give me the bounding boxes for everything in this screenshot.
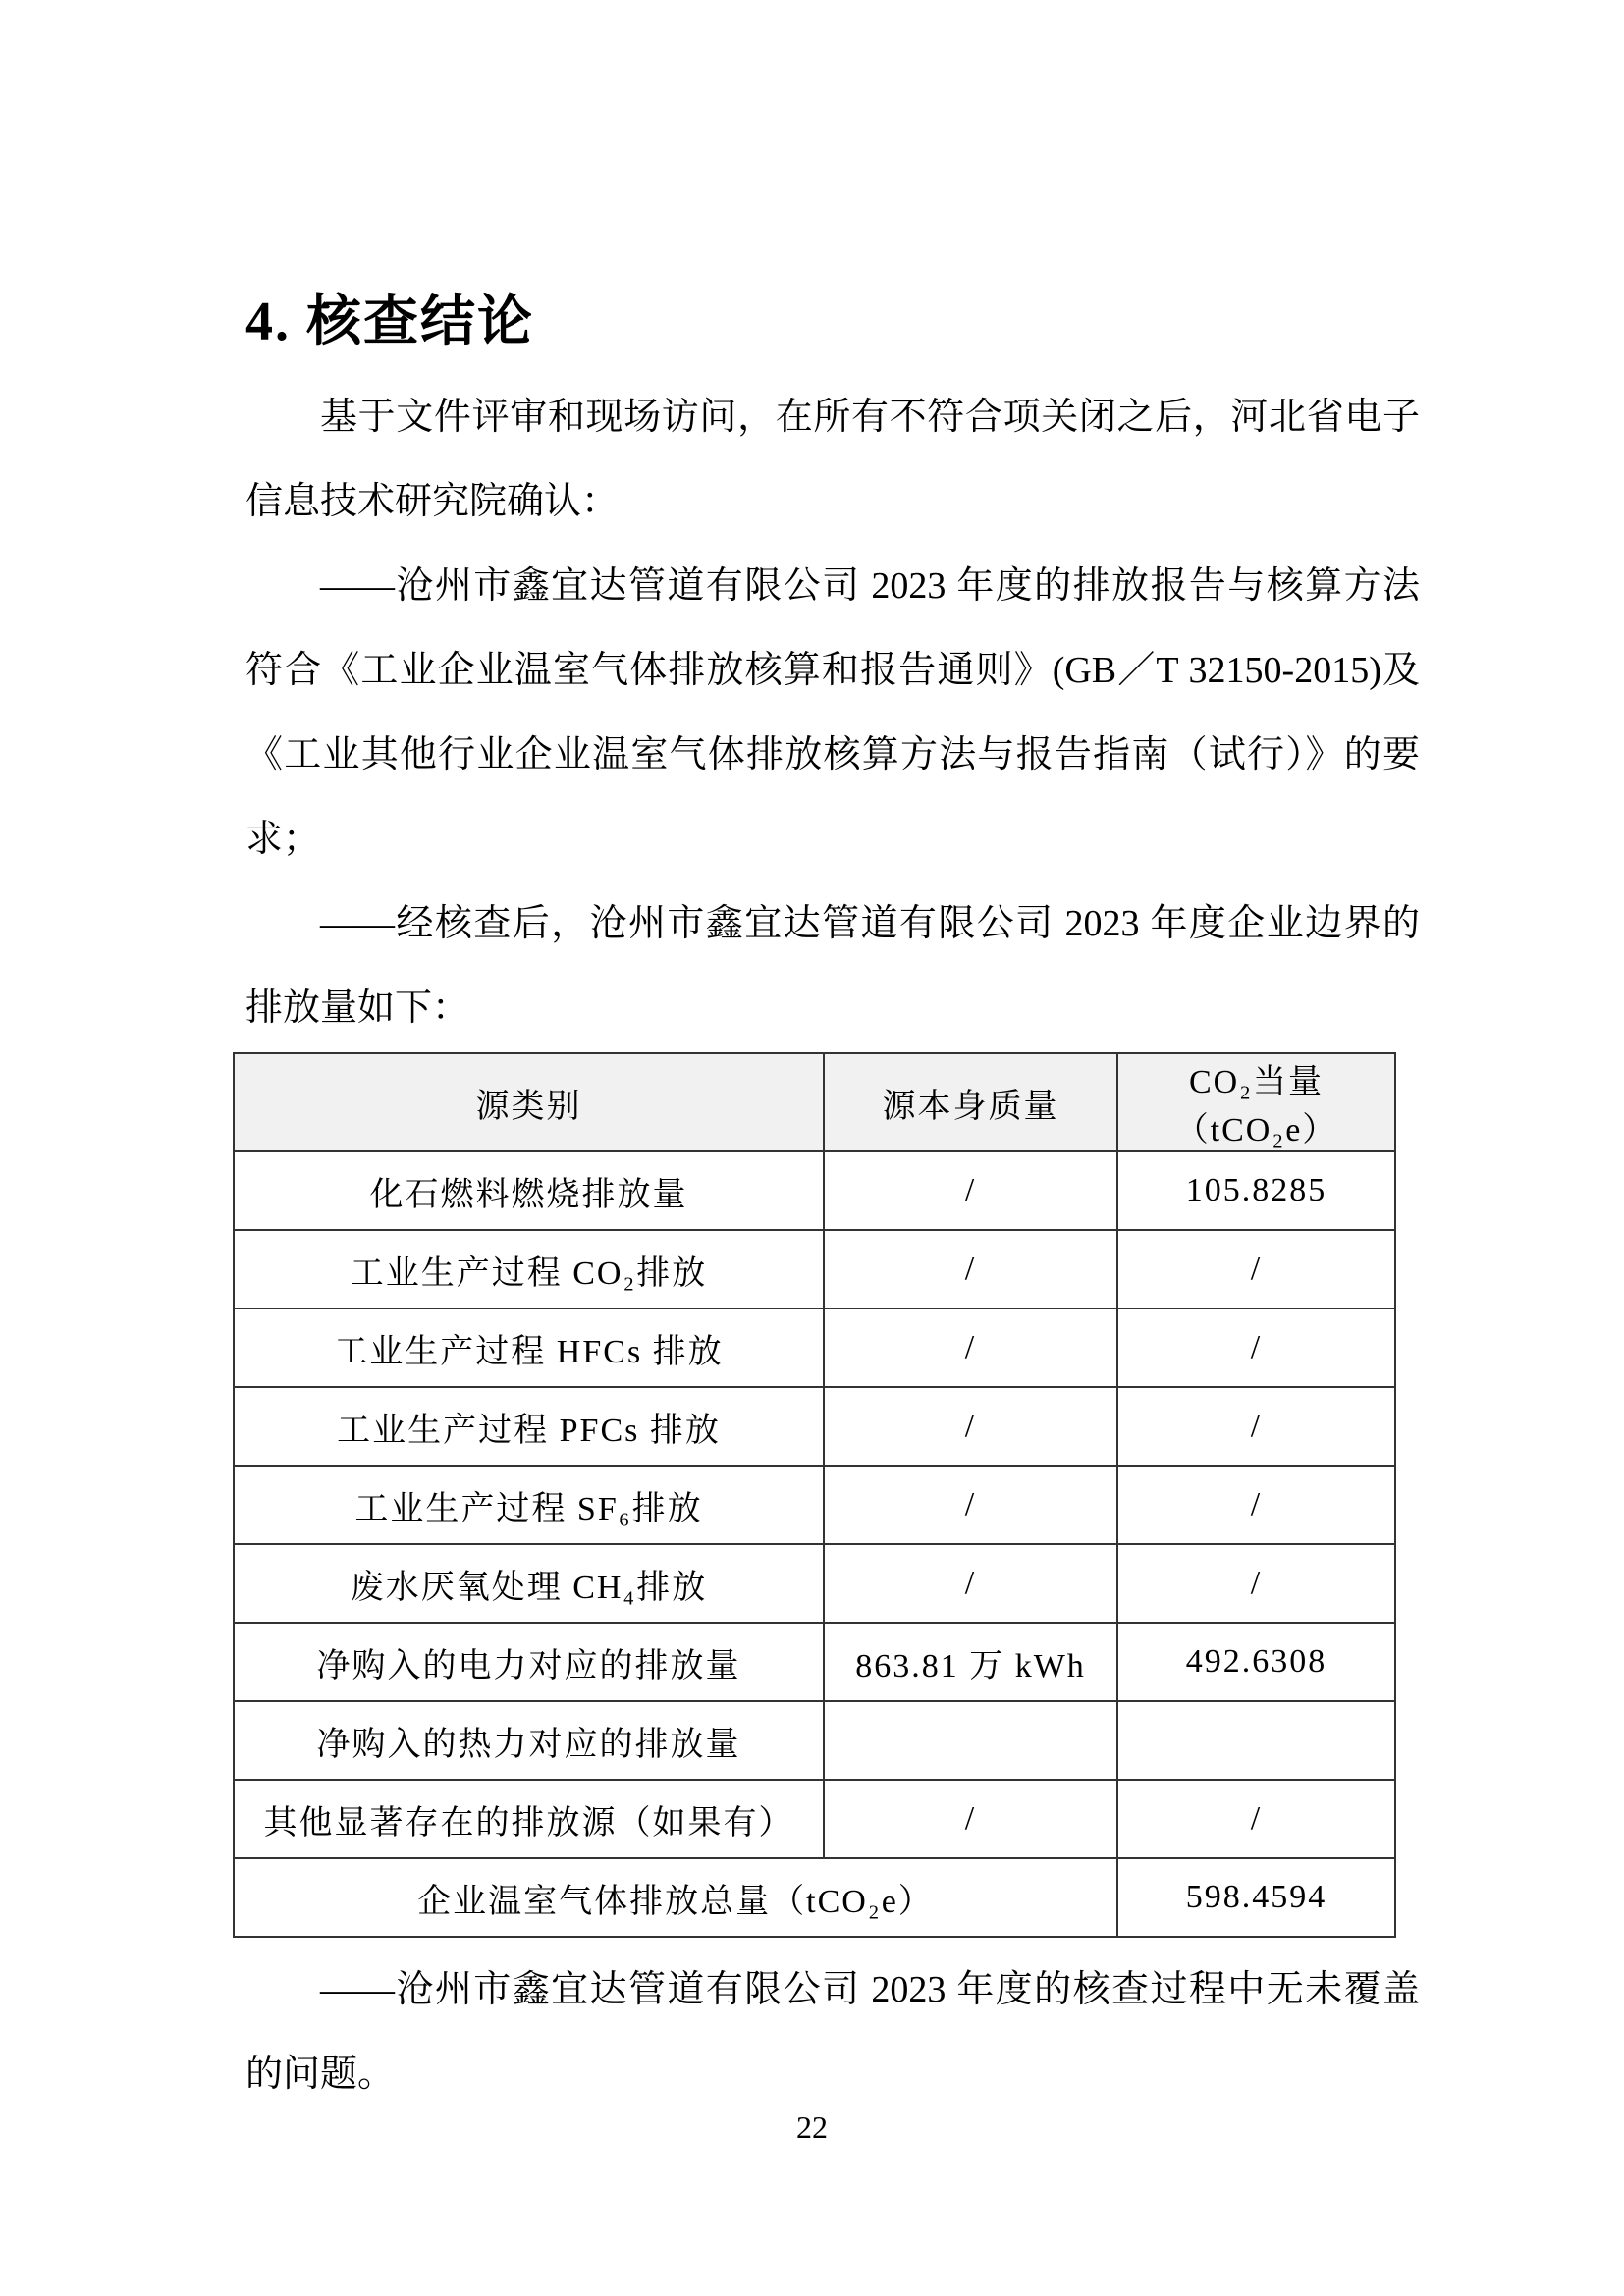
cell-mass (824, 1701, 1117, 1780)
cell-co2e: / (1117, 1230, 1395, 1308)
cell-co2e: / (1117, 1780, 1395, 1858)
cell-mass: / (824, 1544, 1117, 1623)
table-row (234, 1230, 1395, 1308)
cell-co2e: 105.8285 (1117, 1151, 1395, 1230)
table-row (234, 1466, 1395, 1544)
cell-co2e (1117, 1701, 1395, 1780)
section-heading: 4. 核查结论 (245, 292, 534, 352)
cell-co2e: / (1117, 1308, 1395, 1387)
cell-mass: / (824, 1780, 1117, 1858)
cell-source: 净购入的热力对应的排放量 (234, 1701, 824, 1780)
cell-source: 工业生产过程 SF₆排放 (234, 1466, 824, 1544)
cell-source: 工业生产过程 PFCs 排放 (234, 1387, 824, 1466)
cell-mass: / (824, 1151, 1117, 1230)
page-number: 22 (796, 2109, 828, 2145)
cell-total-value: 598.4594 (1117, 1858, 1395, 1937)
cell-mass: / (824, 1387, 1117, 1466)
column-header-co2-equivalent: CO₂当量（tCO₂e） (1117, 1053, 1395, 1151)
table-row (234, 1623, 1395, 1701)
cell-co2e: 492.6308 (1117, 1623, 1395, 1701)
paragraph-confirmation-intro: 基于文件评审和现场访问，在所有不符合项关闭之后，河北省电子信息技术研究院确认： (245, 397, 1420, 522)
emissions-table (233, 1052, 1396, 1938)
table-header-row (234, 1053, 1395, 1151)
table-row (234, 1387, 1395, 1466)
cell-source: 净购入的电力对应的排放量 (234, 1623, 824, 1701)
table-row (234, 1308, 1395, 1387)
cell-source: 废水厌氧处理 CH₄排放 (234, 1544, 824, 1623)
document-content (245, 291, 1420, 2116)
cell-source: 工业生产过程 CO₂排放 (234, 1230, 824, 1308)
paragraph-no-uncovered-issues: ——沧州市鑫宜达管道有限公司 2023 年度的核查过程中无未覆盖的问题。 (245, 1969, 1420, 2095)
table-row (234, 1701, 1395, 1780)
cell-mass: / (824, 1466, 1117, 1544)
cell-co2e: / (1117, 1387, 1395, 1466)
table-total-row (234, 1858, 1395, 1937)
cell-mass: 863.81 万 kWh (824, 1623, 1117, 1701)
column-header-source-category: 源类别 (234, 1053, 824, 1151)
cell-source: 化石燃料燃烧排放量 (234, 1151, 824, 1230)
cell-co2e: / (1117, 1466, 1395, 1544)
table-row (234, 1780, 1395, 1858)
cell-mass: / (824, 1308, 1117, 1387)
table-row (234, 1151, 1395, 1230)
cell-total-label: 企业温室气体排放总量（tCO₂e） (234, 1858, 1117, 1937)
paragraph-standards-compliance: ——沧州市鑫宜达管道有限公司 2023 年度的排放报告与核算方法符合《工业企业温室气体排放核算和报告通则》(GB／T 32150-2015)及《工业其他行业企业温室气体排放核算方法与报告指南（试行）》的要求； (245, 565, 1420, 860)
cell-co2e: / (1117, 1544, 1395, 1623)
cell-source: 工业生产过程 HFCs 排放 (234, 1308, 824, 1387)
column-header-source-mass: 源本身质量 (824, 1053, 1117, 1151)
paragraph-emissions-intro: ——经核查后，沧州市鑫宜达管道有限公司 2023 年度企业边界的排放量如下： (245, 903, 1420, 1029)
cell-source: 其他显著存在的排放源（如果有） (234, 1780, 824, 1858)
cell-mass: / (824, 1230, 1117, 1308)
table-row (234, 1544, 1395, 1623)
